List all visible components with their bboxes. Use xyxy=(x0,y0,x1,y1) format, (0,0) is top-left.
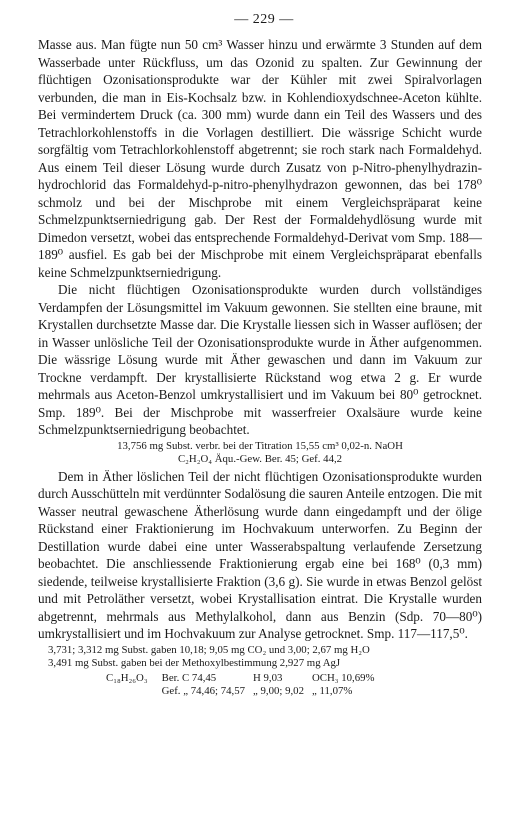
carbon-calculated: Ber. C 74,45 xyxy=(161,671,217,684)
carbon-found: Gef. „ 74,46; 74,57 xyxy=(161,685,245,697)
paragraph-1: Masse aus. Man fügte nun 50 cm³ Wasser hinzu und erwärmte 3 Stunden auf dem Wasserbade unter Rückfluss, um das Ozonid zu spalten. Zur Gewinnung der flüchtigen Ozonisationsprodukte war der Kühler mit zwei Spiralvorlagen verbunden, die man in Eis-Kochsalz bzw. in Kohlendioxydschnee-Aceton kühlte. Bei vermindertem Druck (ca. 300 mm) wurde dann ein Teil des Wassers und des Tetrachlorkohlenstoffs in die Vorlagen destilliert. Die wässrige Schicht wurde sorgfältig vom Tetrachlorkohlenstoff abgetrennt; sie roch stark nach Formaldehyd. Aus einem Teil dieser Lösung wurde durch Zusatz von p-Nitro-phenylhydrazin-hydrochlorid das Formaldehyd-p-nitro-phenylhydrazon gewonnen, das bei 178⁰ schmolz und bei der Mischprobe mit einem Vergleichspräparat keine Schmelzpunktserniedrigung gab. Der Rest der Formaldehydlösung wurde mit Dimedon versetzt, wobei das entsprechende Formaldehyd-Derivat vom Smp. 188—189⁰ ausfiel. Es gab bei der Mischprobe mit einem Vergleichspräparat ebenfalls keine Schmelzpunktserniedrigung. xyxy=(38,37,482,280)
analysis-line-1: 3,731; 3,312 mg Subst. gaben 10,18; 9,05 mg CO₂ und 3,00; 2,67 mg H₂O xyxy=(48,643,370,656)
analysis-row-found xyxy=(106,685,383,699)
paragraph-2: Die nicht flüchtigen Ozonisationsprodukte wurden durch vollständiges Verdampfen der Lösungsmittel im Vakuum gewonnen. Sie stellten eine braune, mit Krystallen durchsetzte Masse dar. Die Krystalle liessen sich in Wasser auflösen; der in Wasser unlösliche Teil der Ozonisationsprodukte wurde in Äther aufgenommen. Die wässrige Lösung wurde mit Äther gewaschen und dann im Vakuum zur Trockne verdampft. Der krystallisierte Rückstand wog etwa 2 g. Er wurde mehrmals aus Aceton-Benzol umkrystallisiert und im Vakuum bei 80⁰ getrocknet. Smp. 189⁰. Bei der Mischprobe mit wasserfreier Oxalsäure wurde keine Schmelzpunktserniedrigung beobachtet. xyxy=(38,282,482,437)
molecular-formula: C₁₈H₂₆O₃ xyxy=(106,671,148,684)
titration-data xyxy=(38,440,482,467)
page-number: — 229 — xyxy=(234,12,294,27)
methoxyl-found: „ 11,07% xyxy=(311,685,353,697)
analysis-row-calculated xyxy=(106,672,383,686)
hydrogen-calculated: H 9,03 xyxy=(253,671,283,684)
titration-line-1: 13,756 mg Subst. verbr. bei der Titration 15,55 cm³ 0,02-n. NaOH xyxy=(117,439,403,452)
elemental-analysis-table xyxy=(106,672,383,699)
titration-line-2: C₂H₂O₄ Äqu.-Gew. Ber. 45; Gef. 44,2 xyxy=(177,453,343,465)
analysis-line-2: 3,491 mg Subst. gaben bei der Methoxylbestimmung 2,927 mg AgJ xyxy=(48,657,341,669)
body-text xyxy=(38,36,482,699)
paragraph-3: Dem in Äther löslichen Teil der nicht flüchtigen Ozonisationsprodukte wurden durch Ausschütteln mit verdünnter Sodalösung die sauren Anteile entzogen. Die mit Wasser neutral gewaschene Ätherlösung wurde dann eingedampft und der ölige Rückstand einer Fraktionierung im Hochvakuum unterworfen. Zu Beginn der Destillation wurde dabei eine unter Wasserabspaltung verlaufende Zersetzung beobachtet. Die anschliessende Fraktionierung ergab eine bei 168⁰ (0,3 mm) siedende, teilweise krystallisierte Fraktion (3,6 g). Sie wurde in etwas Benzol gelöst und mit Petroläther versetzt, wobei Krystallisation eintrat. Die Krystalle wurden abgetrennt, mehrmals aus Methylalkohol, dann aus Benzin (Sdp. 70—80⁰) umkrystallisiert und im Hochvakuum zur Analyse getrocknet. Smp. 117—117,5⁰. xyxy=(38,468,482,641)
methoxyl-calculated: OCH₃ 10,69% xyxy=(311,671,375,684)
hydrogen-found: „ 9,00; 9,02 xyxy=(253,685,304,697)
analysis-data xyxy=(48,644,482,671)
